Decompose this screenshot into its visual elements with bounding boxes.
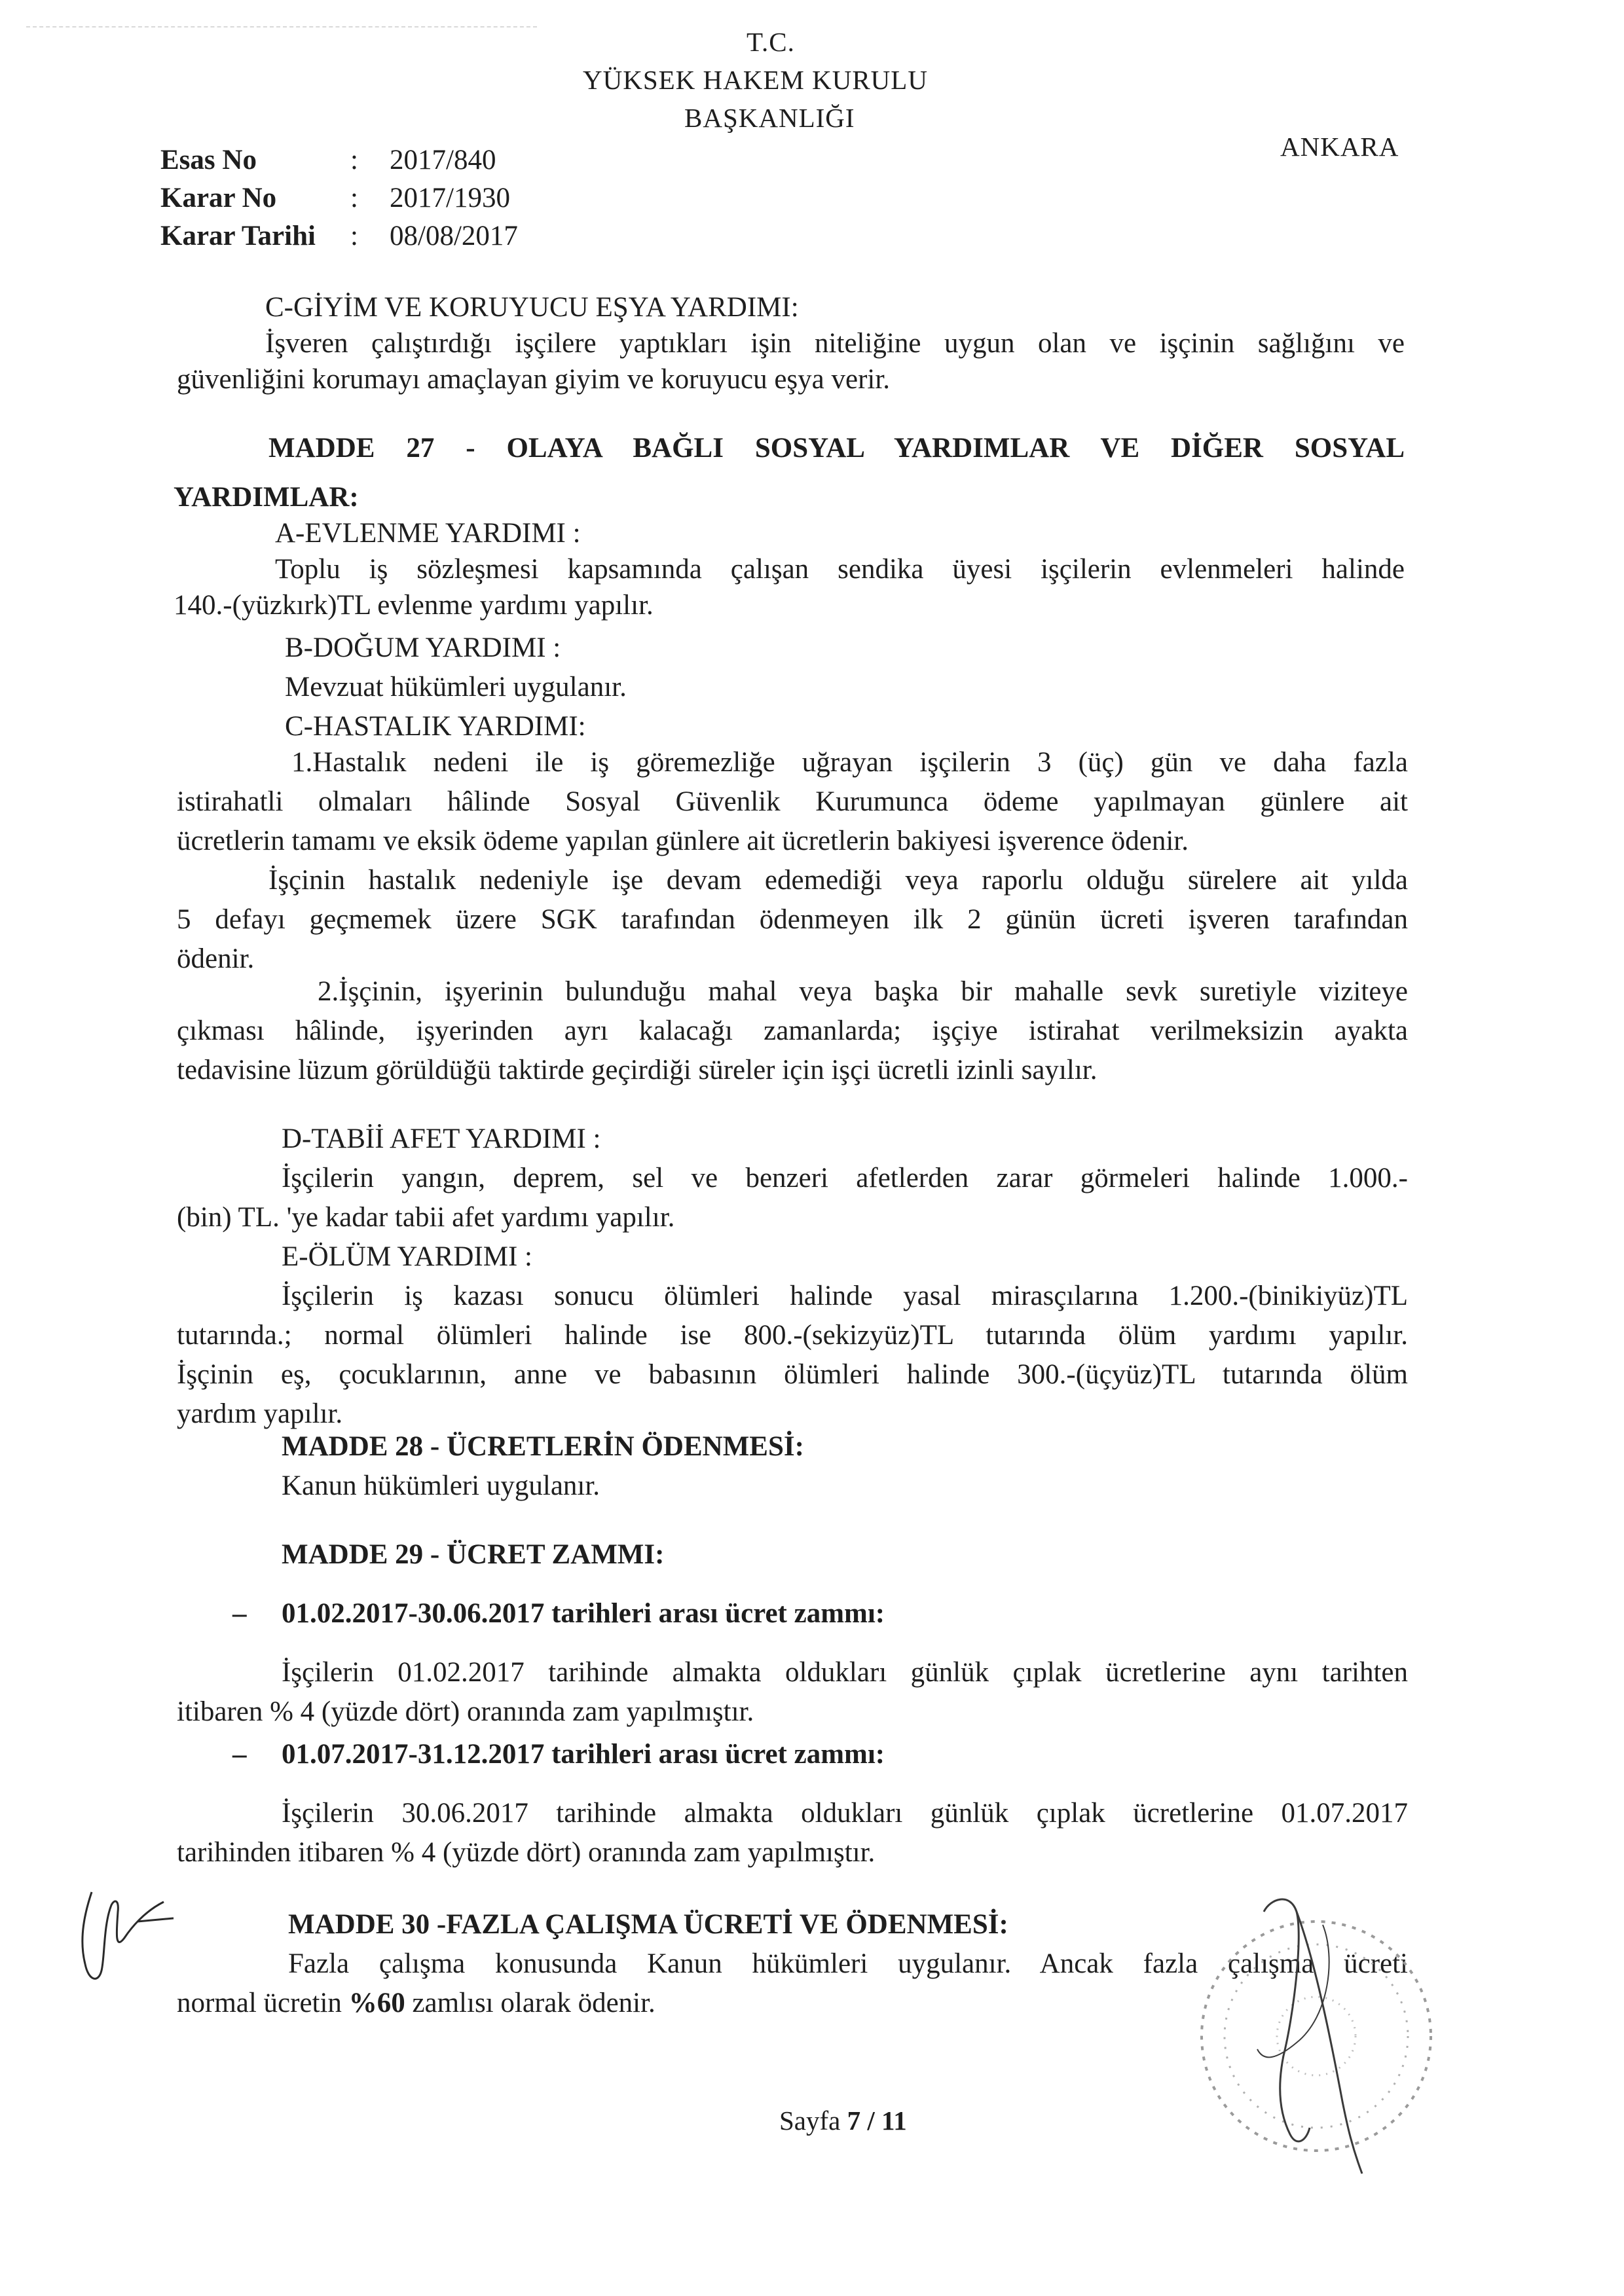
hastalik-heading: C-HASTALIK YARDIMI: xyxy=(285,711,586,742)
zam-2-line-2: tarihinden itibaren % 4 (yüzde dört) oranında zam yapılmıştır. xyxy=(177,1837,876,1868)
hastalik-2-line-2: çıkması hâlinde, işyerinden ayrı kalacağı zamanlarda; işçiye istirahat verilmeksizin ayakta xyxy=(177,1015,1408,1046)
evlenme-line-1: Toplu iş sözleşmesi kapsamında çalışan sendika üyesi işçilerin evlenmeleri halinde xyxy=(275,554,1405,585)
esas-label: Esas No xyxy=(160,145,257,175)
madde-28-line-1: Kanun hükümleri uygulanır. xyxy=(282,1470,600,1501)
giyim-line-1: İşveren çalıştırdığı işçilere yaptıkları işin niteliğine uygun olan ve işçinin sağlığını ve xyxy=(265,328,1405,359)
hastalik-1-line-2: istirahatli olmaları hâlinde Sosyal Güvenlik Kurumunca ödeme yapılmayan günlere ait xyxy=(177,786,1408,817)
page-footer xyxy=(779,2105,907,2136)
meta-tarih xyxy=(160,220,518,252)
madde-27-heading-cont: YARDIMLAR: xyxy=(174,482,359,513)
zam-2-heading: 01.07.2017-31.12.2017 tarihleri arası ücret zammı: xyxy=(282,1739,885,1770)
madde-30-line-2-pre: normal ücretin xyxy=(177,1988,349,2018)
afet-line-2: (bin) TL. 'ye kadar tabii afet yardımı yapılır. xyxy=(177,1202,675,1233)
official-seal xyxy=(1166,1886,1467,2187)
karar-label: Karar No xyxy=(160,183,277,213)
hastalik-1b-line-2: 5 defayı geçmemek üzere SGK tarafından ödenmeyen ilk 2 günün ücreti işveren tarafından xyxy=(177,904,1408,935)
header-tc: T.C. xyxy=(747,27,795,57)
hastalik-2-line-1: 2.İşçinin, işyerinin bulunduğu mahal veya başka bir mahalle sevk suretiyle viziteye xyxy=(318,976,1408,1007)
madde-30-line-2-post: zamlısı olarak ödenir. xyxy=(405,1988,655,2018)
afet-line-1: İşçilerin yangın, deprem, sel ve benzeri afetlerden zarar görmeleri halinde 1.000.- xyxy=(282,1163,1408,1194)
scan-artifact xyxy=(26,26,537,27)
giyim-heading: C-GİYİM VE KORUYUCU EŞYA YARDIMI: xyxy=(265,292,799,323)
hastalik-1-line-1: 1.Hastalık nedeni ile iş göremezliğe uğrayan işçilerin 3 (üç) gün ve daha fazla xyxy=(291,747,1408,778)
meta-karar xyxy=(160,182,510,214)
zam-1-dash: – xyxy=(232,1598,247,1629)
madde-29-heading: MADDE 29 - ÜCRET ZAMMI: xyxy=(282,1539,665,1570)
evlenme-heading: A-EVLENME YARDIMI : xyxy=(275,518,581,549)
madde-30-line-1: Fazla çalışma konusunda Kanun hükümleri uygulanır. Ancak fazla çalışma ücreti xyxy=(288,1948,1408,1979)
zam-1-line-2: itibaren % 4 (yüzde dört) oranında zam yapılmıştır. xyxy=(177,1696,754,1727)
olum-heading: E-ÖLÜM YARDIMI : xyxy=(282,1241,532,1272)
tarih-label: Karar Tarihi xyxy=(160,221,316,251)
header-city: ANKARA xyxy=(1280,132,1399,162)
karar-colon: : xyxy=(350,183,358,213)
zam-2-dash: – xyxy=(232,1739,247,1770)
page-number: 7 / 11 xyxy=(847,2105,907,2136)
giyim-line-2: güvenliğini korumayı amaçlayan giyim ve koruyucu eşya verir. xyxy=(177,364,891,395)
meta-esas xyxy=(160,144,496,176)
hastalik-1b-line-1: İşçinin hastalık nedeniyle işe devam edemediği veya raporlu olduğu sürelere ait yılda xyxy=(268,865,1408,896)
dogum-heading: B-DOĞUM YARDIMI : xyxy=(285,632,561,663)
hastalik-1-line-3: ücretlerin tamamı ve eksik ödeme yapılan günlere ait ücretlerin bakiyesi işverence ödenir. xyxy=(177,826,1189,856)
signature-initials xyxy=(65,1886,196,1990)
olum-line-4: yardım yapılır. xyxy=(177,1398,343,1429)
header-institution: YÜKSEK HAKEM KURULU xyxy=(583,65,928,95)
zam-1-line-1: İşçilerin 01.02.2017 tarihinde almakta oldukları günlük çıplak ücretlerine aynı tarihten xyxy=(282,1657,1408,1688)
tarih-colon: : xyxy=(350,221,358,251)
tarih-value: 08/08/2017 xyxy=(390,221,518,251)
madde-30-heading: MADDE 30 -FAZLA ÇALIŞMA ÜCRETİ VE ÖDENMESİ: xyxy=(288,1909,1008,1940)
dogum-line-1: Mevzuat hükümleri uygulanır. xyxy=(285,672,627,702)
zam-2-line-1: İşçilerin 30.06.2017 tarihinde almakta oldukları günlük çıplak ücretlerine 01.07.2017 xyxy=(282,1798,1408,1829)
page-prefix: Sayfa xyxy=(779,2105,847,2136)
madde-27-heading: MADDE 27 - OLAYA BAĞLI SOSYAL YARDIMLAR VE DİĞER SOSYAL xyxy=(268,433,1405,464)
esas-value: 2017/840 xyxy=(390,145,496,175)
olum-line-1: İşçilerin iş kazası sonucu ölümleri halinde yasal mirasçılarına 1.200.-(binikiyüz)TL xyxy=(282,1281,1408,1311)
evlenme-line-2: 140.-(yüzkırk)TL evlenme yardımı yapılır. xyxy=(174,590,654,621)
header-presidency: BAŞKANLIĞI xyxy=(684,103,855,133)
hastalik-1b-line-3: ödenir. xyxy=(177,943,255,974)
madde-30-percent: %60 xyxy=(348,1988,405,2018)
madde-30-line-2 xyxy=(177,1987,655,2019)
zam-1-heading: 01.02.2017-30.06.2017 tarihleri arası ücret zammı: xyxy=(282,1598,885,1629)
hastalik-2-line-3: tedavisine lüzum görüldüğü taktirde geçirdiği süreler için işçi ücretli izinli sayılır. xyxy=(177,1055,1098,1085)
olum-line-2: tutarında.; normal ölümleri halinde ise 800.-(sekizyüz)TL tutarında ölüm yardımı yapılır. xyxy=(177,1320,1408,1351)
esas-colon: : xyxy=(350,145,358,175)
karar-value: 2017/1930 xyxy=(390,183,510,213)
olum-line-3: İşçinin eş, çocuklarının, anne ve babasının ölümleri halinde 300.-(üçyüz)TL tutarında ölüm xyxy=(177,1359,1408,1390)
afet-heading: D-TABİİ AFET YARDIMI : xyxy=(282,1123,601,1154)
madde-28-heading: MADDE 28 - ÜCRETLERİN ÖDENMESİ: xyxy=(282,1431,804,1462)
